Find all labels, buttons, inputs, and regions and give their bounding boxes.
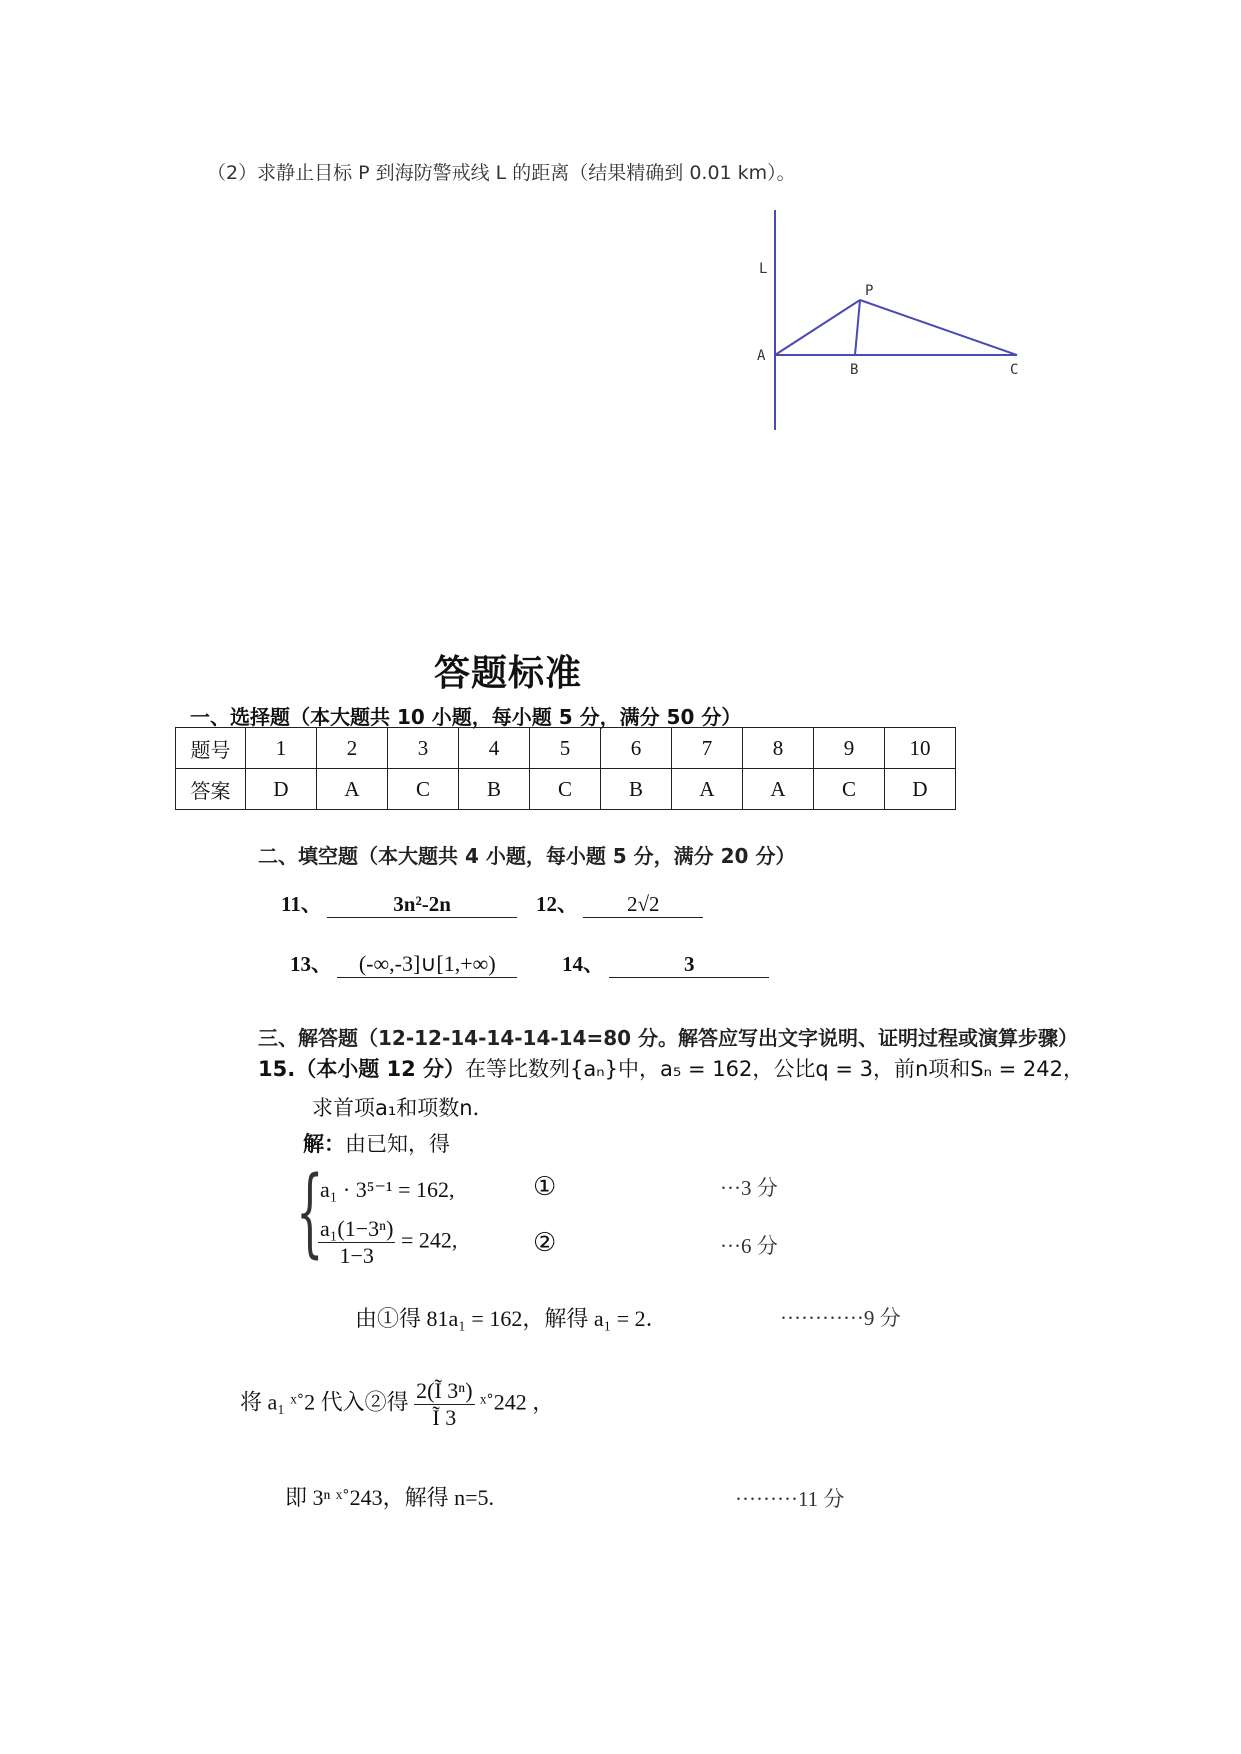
q11-label: 11、 [281, 892, 322, 916]
equation-2-denominator: 1−3 [339, 1243, 374, 1268]
equation-2-rhs: = 242, [400, 1227, 458, 1253]
table-cell: D [246, 769, 317, 810]
label-L: L [759, 261, 768, 277]
step-4-prefix: 将 a₁ ˣ˚2 代入②得 [240, 1389, 409, 1415]
solution-intro-line [303, 1128, 450, 1158]
table-cell: D [885, 769, 956, 810]
segment-AP [775, 300, 860, 355]
problem-15-statement: 在等比数列{aₙ}中，a₅ = 162，公比q = 3，前n项和Sₙ = 242， [465, 1057, 1084, 1081]
section-3-heading: 三、解答题（12-12-14-14-14-14=80 分。解答应写出文字说明、证明过程或演算步骤） [258, 1026, 1079, 1050]
problem-15-line1 [258, 1053, 1084, 1083]
table-cell: 5 [530, 728, 601, 769]
equation-1-score: ···3 分 [720, 1176, 778, 1200]
table-cell: A [672, 769, 743, 810]
table-cell: 1 [246, 728, 317, 769]
table-cell: B [601, 769, 672, 810]
system-brace: { [296, 1156, 324, 1268]
equation-2-score: ···6 分 [720, 1234, 778, 1258]
problem-15-statement-2: 求首项a₁和项数n． [312, 1096, 494, 1120]
table-row-answers [176, 769, 956, 810]
table-cell: 2 [317, 728, 388, 769]
solution-intro: 由已知，得 [345, 1132, 450, 1156]
q14-label: 14、 [562, 952, 604, 976]
step-4-suffix: ˣ˚242 ， [480, 1389, 555, 1415]
table-cell: 9 [814, 728, 885, 769]
fill-q11 [281, 888, 517, 918]
equation-2 [318, 1216, 457, 1269]
q11-answer: 3n²-2n [327, 892, 517, 918]
label-A: A [757, 348, 766, 364]
table-row-numbers [176, 728, 956, 769]
equation-2-fraction [318, 1216, 395, 1269]
step-5: 即 3ⁿ ˣ˚243，解得 n=5. [285, 1485, 495, 1510]
table-cell: A [317, 769, 388, 810]
table-header-number: 题号 [176, 728, 246, 769]
equation-1: a₁ · 3⁵⁻¹ = 162, [320, 1177, 455, 1202]
segment-PB [855, 300, 860, 355]
geometry-figure [745, 200, 1045, 440]
step-4-denominator: Ĩ 3 [432, 1405, 457, 1430]
table-cell: C [814, 769, 885, 810]
fill-q14 [562, 948, 769, 978]
table-cell: C [388, 769, 459, 810]
section-2-heading: 二、填空题（本大题共 4 小题，每小题 5 分，满分 20 分） [258, 844, 796, 868]
equation-1-marker: ① [533, 1172, 557, 1202]
fill-q13 [290, 948, 517, 978]
page-title: 答题标准 [434, 652, 583, 694]
step-4-numerator: 2(Ĩ 3ⁿ) [416, 1378, 473, 1403]
label-P: P [865, 283, 874, 299]
table-cell: 10 [885, 728, 956, 769]
problem-15-header: 15.（本小题 12 分） [258, 1057, 466, 1081]
solution-label: 解： [303, 1132, 345, 1156]
equation-2-marker: ② [533, 1228, 557, 1258]
table-cell: 8 [743, 728, 814, 769]
label-B: B [850, 362, 859, 378]
table-cell: 3 [388, 728, 459, 769]
equation-2-numerator: a₁(1−3ⁿ) [320, 1216, 394, 1241]
question-2-text: （2）求静止目标 P 到海防警戒线 L 的距离（结果精确到 0.01 km）。 [207, 162, 796, 184]
table-cell: A [743, 769, 814, 810]
table-cell: B [459, 769, 530, 810]
step-4 [240, 1378, 554, 1431]
q13-answer: (-∞,-3]∪[1,+∞) [337, 951, 517, 978]
table-header-answer: 答案 [176, 769, 246, 810]
step-4-fraction [414, 1378, 474, 1431]
segment-PC [860, 300, 1017, 355]
q14-answer: 3 [609, 952, 769, 978]
step-3-score: ············9 分 [780, 1306, 901, 1330]
q12-label: 12、 [536, 892, 578, 916]
table-cell: C [530, 769, 601, 810]
step-3: 由①得 81a₁ = 162，解得 a₁ = 2． [355, 1306, 668, 1331]
q13-label: 13、 [290, 952, 332, 976]
fill-q12 [536, 888, 703, 918]
table-cell: 7 [672, 728, 743, 769]
table-cell: 4 [459, 728, 530, 769]
answer-table [175, 727, 956, 810]
step-5-score: ·········11 分 [735, 1487, 845, 1511]
section-1-heading: 一、选择题（本大题共 10 小题，每小题 5 分，满分 50 分） [190, 705, 742, 729]
table-cell: 6 [601, 728, 672, 769]
label-C: C [1010, 362, 1019, 378]
q12-answer: 2√2 [583, 892, 703, 918]
